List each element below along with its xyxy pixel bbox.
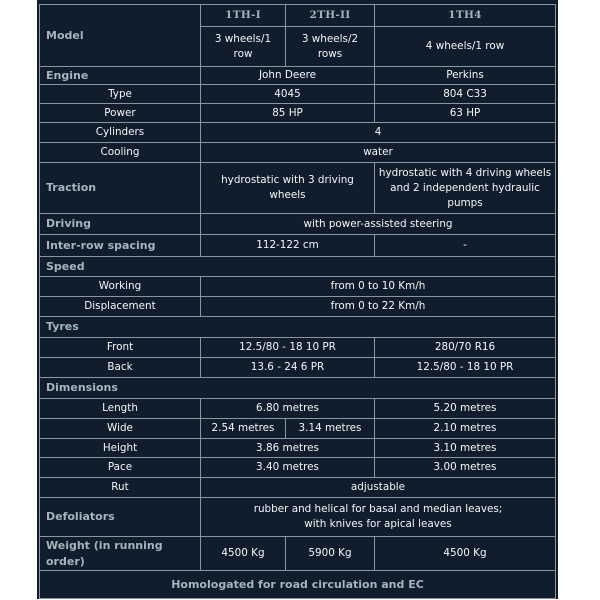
section-label-inter-row-spacing: Inter-row spacing	[40, 235, 201, 257]
value-power-4-wheel: 63 HP	[375, 104, 556, 123]
value-displacement-speed: from 0 to 22 Km/h	[201, 297, 556, 317]
engine-maker-3-wheel: John Deere	[201, 67, 375, 85]
section-label-weight: Weight (in running order)	[40, 537, 201, 571]
section-label-tyres: Tyres	[40, 317, 556, 338]
defoliators-line-1: rubber and helical for basal and median leaves;	[253, 503, 503, 515]
value-weight-2th-ii: 5900 Kg	[286, 537, 375, 571]
row-label-height: Height	[40, 439, 201, 458]
section-label-speed: Speed	[40, 257, 556, 277]
value-wide-1th-i: 2.54 metres	[201, 419, 286, 439]
value-driving: with power-assisted steering	[201, 214, 556, 235]
value-cooling: water	[201, 143, 556, 163]
value-cylinders: 4	[201, 123, 556, 143]
value-back-tyres-4-wheel: 12.5/80 - 18 10 PR	[375, 358, 556, 378]
value-pace-3-wheel: 3.40 metres	[201, 458, 375, 478]
column-header-2th-ii: 2TH-II	[286, 5, 375, 27]
value-length-3-wheel: 6.80 metres	[201, 399, 375, 419]
row-label-wide: Wide	[40, 419, 201, 439]
engine-maker-4-wheel: Perkins	[375, 67, 556, 85]
value-traction-4-wheel: hydrostatic with 4 driving wheels and 2 independent hydraulic pumps	[375, 163, 556, 214]
value-rut: adjustable	[201, 478, 556, 498]
value-type-4-wheel: 804 C33	[375, 85, 556, 104]
section-label-traction: Traction	[40, 163, 201, 214]
value-pace-4-wheel: 3.00 metres	[375, 458, 556, 478]
value-defoliators	[201, 498, 556, 537]
row-label-rut: Rut	[40, 478, 201, 498]
configuration-1th-i: 3 wheels/1 row	[201, 27, 286, 67]
section-label-driving: Driving	[40, 214, 201, 235]
section-label-dimensions: Dimensions	[40, 378, 556, 399]
row-label-front: Front	[40, 338, 201, 358]
value-wide-1th4: 2.10 metres	[375, 419, 556, 439]
section-label-model: Model	[40, 5, 201, 67]
column-header-1th-i: 1TH-I	[201, 5, 286, 27]
value-back-tyres-3-wheel: 13.6 - 24 6 PR	[201, 358, 375, 378]
row-label-displacement: Displacement	[40, 297, 201, 317]
value-working-speed: from 0 to 10 Km/h	[201, 277, 556, 297]
row-label-cooling: Cooling	[40, 143, 201, 163]
value-wide-2th-ii: 3.14 metres	[286, 419, 375, 439]
row-label-back: Back	[40, 358, 201, 378]
row-label-cylinders: Cylinders	[40, 123, 201, 143]
section-label-defoliators: Defoliators	[40, 498, 201, 537]
defoliators-text	[254, 502, 503, 532]
spec-table	[39, 4, 556, 599]
value-front-tyres-3-wheel: 12.5/80 - 18 10 PR	[201, 338, 375, 358]
defoliators-line-2: with knives for apical leaves	[304, 518, 452, 530]
value-weight-1th4: 4500 Kg	[375, 537, 556, 571]
value-length-4-wheel: 5.20 metres	[375, 399, 556, 419]
value-height-3-wheel: 3.86 metres	[201, 439, 375, 458]
spec-table-panel	[37, 0, 558, 599]
section-label-engine: Engine	[40, 67, 201, 85]
value-type-3-wheel: 4045	[201, 85, 375, 104]
row-label-type: Type	[40, 85, 201, 104]
configuration-1th4: 4 wheels/1 row	[375, 27, 556, 67]
value-power-3-wheel: 85 HP	[201, 104, 375, 123]
homologation-note: Homologated for road circulation and EC	[40, 571, 556, 599]
configuration-2th-ii: 3 wheels/2 rows	[286, 27, 375, 67]
value-weight-1th-i: 4500 Kg	[201, 537, 286, 571]
row-label-length: Length	[40, 399, 201, 419]
value-front-tyres-4-wheel: 280/70 R16	[375, 338, 556, 358]
row-label-power: Power	[40, 104, 201, 123]
value-inter-row-spacing-4-wheel: -	[375, 235, 556, 257]
value-height-4-wheel: 3.10 metres	[375, 439, 556, 458]
column-header-1th4: 1TH4	[375, 5, 556, 27]
value-inter-row-spacing-3-wheel: 112-122 cm	[201, 235, 375, 257]
value-traction-3-wheel: hydrostatic with 3 driving wheels	[201, 163, 375, 214]
row-label-pace: Pace	[40, 458, 201, 478]
row-label-working: Working	[40, 277, 201, 297]
